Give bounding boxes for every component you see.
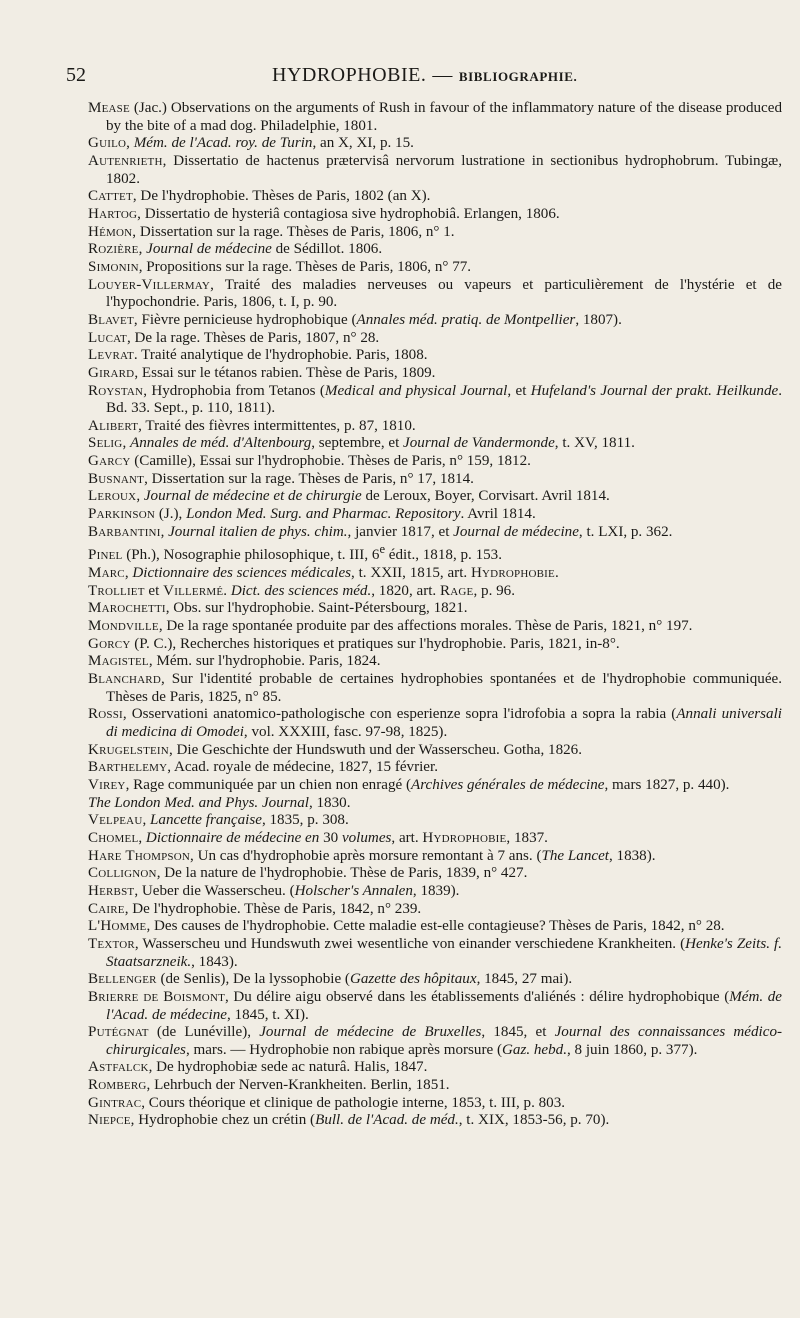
bibliography-entry: Bellenger (de Senlis), De la lyssophobie (Gazette des hôpitaux, 1845, 27 mai). [88,971,573,988]
bibliography-entry: Garcy (Camille), Essai sur l'hydrophobie. Thèses de Paris, n° 159, 1812. [88,453,531,470]
bibliography-entry: Roystan, Hydrophobia from Tetanos (Medical and physical Journal, et Hufeland's Journal der prakt. Heilkunde. Bd. 33. Sept., p. 110, 1811). [88,382,783,417]
bibliography-entry: Niepce, Hydrophobie chez un crétin (Bull. de l'Acad. de méd., t. XIX, 1853-56, p. 70). [88,1112,610,1129]
bibliography-entry: Leroux, Journal de médecine et de chirurgie de Leroux, Boyer, Corvisart. Avril 1814. [88,488,610,505]
bibliography-entry: Barbantini, Journal italien de phys. chim., janvier 1817, et Journal de médecine, t. LXI, p. 362. [88,523,673,540]
running-title-subtitle: BIBLIOGRAPHIE. [458,69,578,84]
bibliography-entry: Textor, Wasserscheu und Hundswuth zwei wesentliche von einander verschiedene Krankheiten. (Henke's Zeits. f. Staatsarzneik., 1843). [88,935,782,970]
running-title-separator: — [432,64,453,86]
bibliography-entry: Selig, Annales de méd. d'Altenbourg, septembre, et Journal de Vandermonde, t. XV, 1811. [88,435,635,452]
bibliography-entry: Guilo, Mém. de l'Acad. roy. de Turin, an X, XI, p. 15. [88,135,414,152]
bibliography-entry: Astfalck, De hydrophobiæ sede ac naturâ. Halis, 1847. [88,1059,428,1076]
bibliography-entry: Simonin, Propositions sur la rage. Thèses de Paris, 1806, n° 77. [88,258,472,275]
bibliography-entry: Chomel, Dictionnaire de médecine en 30 volumes, art. Hydrophobie, 1837. [88,829,548,846]
bibliography-entry: Marc, Dictionnaire des sciences médicales, t. XXII, 1815, art. Hydrophobie. [88,565,559,582]
bibliography-entry: Collignon, De la nature de l'hydrophobie. Thèse de Paris, 1839, n° 427. [88,865,528,882]
bibliography-entry: Marochetti, Obs. sur l'hydrophobie. Saint-Pétersbourg, 1821. [88,600,468,617]
bibliography-entry: Magistel, Mém. sur l'hydrophobie. Paris, 1824. [88,653,381,670]
bibliography-entry: Rossi, Osservationi anatomico-pathologische con esperienze sopra l'idrofobia a sopra la rabia (Annali universali di medicina di Omodei, vol. XXXIII, fasc. 97-98, 1825). [88,706,782,740]
bibliography-entry: Gintrac, Cours théorique et clinique de pathologie interne, 1853, t. III, p. 803. [88,1094,566,1111]
bibliography-entry: Brierre de Boismont, Du délire aigu observé dans les établissements d'aliénés : délire hydrophobique (Mém. de l'Acad. de médecine, 1845, t. XI). [88,988,783,1023]
bibliography-entry: Rozière, Journal de médecine de Sédillot. 1806. [88,241,383,258]
bibliography-entry: Girard, Essai sur le tétanos rabien. Thèse de Paris, 1809. [88,364,436,381]
bibliography-entry: Lucat, De la rage. Thèses de Paris, 1807, n° 28. [88,329,380,346]
page-header [66,64,760,92]
bibliography-entry: Gorcy (P. C.), Recherches historiques et pratiques sur l'hydrophobie. Paris, 1821, in-8°. [88,635,620,652]
bibliography-entry: Autenrieth, Dissertatio de hactenus prætervisâ nervorum lustratione in sectionibus hydrophobrum. Tubingæ, 1802. [88,152,782,187]
bibliography-entry: Cattet, De l'hydrophobie. Thèses de Paris, 1802 (an X). [88,188,431,205]
bibliography-entry: Pinel (Ph.), Nosographie philosophique, t. III, 6e édit., 1818, p. 153. [88,542,503,564]
bibliography-entry: Herbst, Ueber die Wasserscheu. (Holscher's Annalen, 1839). [88,882,460,899]
bibliography-entry: Busnant, Dissertation sur la rage. Thèses de Paris, n° 17, 1814. [88,470,474,487]
bibliography-entry: Hémon, Dissertation sur la rage. Thèses de Paris, 1806, n° 1. [88,223,455,240]
bibliography-entry: Putégnat (de Lunéville), Journal de médecine de Bruxelles, 1845, et Journal des connaissances médico-chirurgicales, mars. — Hydrophobie non rabique après morsure (Gaz. hebd., 8 juin 1860, p. 377). [88,1024,783,1058]
bibliography-entry: L'Homme, Des causes de l'hydrophobie. Cette maladie est-elle contagieuse? Thèses de Paris, 1842, n° 28. [88,918,725,935]
bibliography-entry: Louyer-Villermay, Traité des maladies nerveuses ou vapeurs et particulièrement de l'hystérie et de l'hypochondrie. Paris, 1806, t. I, p. 90. [88,276,782,311]
bibliography-entry: Mease (Jac.) Observations on the arguments of Rush in favour of the inflammatory nature of the disease produced by the bite of a mad dog. Philadelphie, 1801. [88,100,782,134]
bibliography-entry: The London Med. and Phys. Journal, 1830. [88,794,351,811]
bibliography-entry: Blanchard, Sur l'identité probable de certaines hydrophobies spontanées et de l'hydrophobie communiquée. Thèses de Paris, 1825, n° 85. [88,671,782,705]
bibliography-entry: Levrat. Traité analytique de l'hydrophobie. Paris, 1808. [88,347,428,364]
bibliography-entry: Caire, De l'hydrophobie. Thèse de Paris, 1842, n° 239. [88,900,422,917]
running-title-main: HYDROPHOBIE. [272,64,427,86]
bibliography-entry: Alibert, Traité des fièvres intermittentes, p. 87, 1810. [88,417,416,434]
bibliography-entry: Blavet, Fièvre pernicieuse hydrophobique (Annales méd. pratiq. de Montpellier, 1807). [88,311,622,328]
bibliography-entry: Virey, Rage communiquée par un chien non enragé (Archives générales de médecine, mars 1827, p. 440). [88,776,730,793]
bibliography-entry: Parkinson (J.), London Med. Surg. and Pharmac. Repository. Avril 1814. [88,506,536,523]
bibliography-entry: Trolliet et Villermé. Dict. des sciences méd., 1820, art. Rage, p. 96. [88,582,515,599]
bibliography-entry: Romberg, Lehrbuch der Nerven-Krankheiten. Berlin, 1851. [88,1077,450,1094]
bibliography-entry: Hare Thompson, Un cas d'hydrophobie après morsure remontant à 7 ans. (The Lancet, 1838). [88,847,656,864]
bibliography-entry: Hartog, Dissertatio de hysteriâ contagiosa sive hydrophobiâ. Erlangen, 1806. [88,205,560,222]
bibliography-entry: Barthelemy, Acad. royale de médecine, 1827, 15 février. [88,759,438,776]
bibliography-list [88,100,782,1130]
bibliography-entry: Krugelstein, Die Geschichte der Hundswuth und der Wasserscheu. Gotha, 1826. [88,741,583,758]
running-title [272,64,577,87]
bibliography-entry: Mondville, De la rage spontanée produite par des affections morales. Thèse de Paris, 1821, n° 197. [88,618,693,635]
bibliography-entry: Velpeau, Lancette française, 1835, p. 308. [88,812,349,829]
page-number: 52 [66,64,86,86]
